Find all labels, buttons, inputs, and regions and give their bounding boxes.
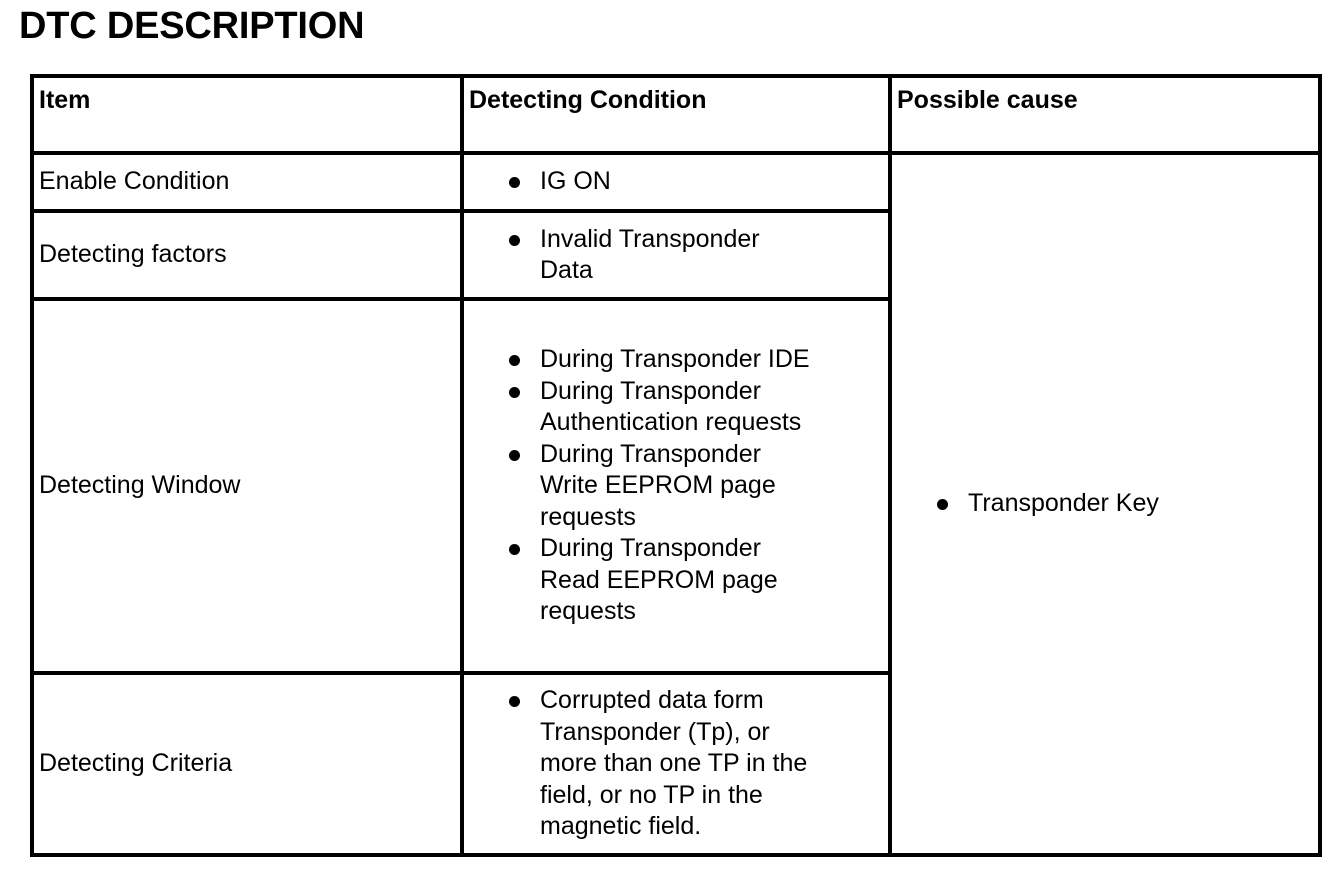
bullet-icon: [937, 499, 948, 510]
condition-text: During Transponder IDE: [540, 345, 810, 374]
list-item: [464, 533, 888, 628]
condition-text: During Transponder Write EEPROM page requests: [540, 439, 776, 531]
condition-cell: [462, 299, 890, 673]
dtc-description-table: [30, 74, 1322, 857]
cause-list: [892, 488, 1318, 520]
bullet-icon: [509, 544, 520, 555]
item-detecting-criteria: Detecting Criteria: [32, 673, 462, 855]
condition-cell: [462, 211, 890, 299]
item-detecting-window: Detecting Window: [32, 299, 462, 673]
list-item: [464, 224, 888, 287]
list-item: [892, 488, 1318, 520]
condition-cell: [462, 673, 890, 855]
condition-list: [464, 166, 888, 198]
header-possible-cause: Possible cause: [890, 76, 1320, 153]
list-item: [464, 344, 888, 376]
condition-text: During Transponder Read EEPROM page requests: [540, 534, 778, 626]
condition-text: Invalid Transponder Data: [540, 224, 760, 284]
header-detecting-condition: Detecting Condition: [462, 76, 890, 153]
page-title: DTC DESCRIPTION: [19, 5, 365, 47]
list-item: [464, 376, 888, 439]
condition-text: Corrupted data form Transponder (Tp), or more than one TP in the field, or no TP in the magnetic field.: [540, 686, 808, 841]
condition-list: [464, 685, 888, 843]
item-detecting-factors: Detecting factors: [32, 211, 462, 299]
possible-cause-cell: [890, 153, 1320, 855]
list-item: [464, 439, 888, 534]
condition-cell: [462, 153, 890, 211]
condition-text: During Transponder Authentication requests: [540, 376, 802, 437]
bullet-icon: [509, 450, 520, 461]
condition-list: [464, 224, 888, 287]
header-item: Item: [32, 76, 462, 153]
table-row: [32, 153, 1320, 211]
bullet-icon: [509, 387, 520, 398]
table-header-row: [32, 76, 1320, 153]
bullet-icon: [509, 177, 520, 188]
bullet-icon: [509, 355, 520, 366]
cause-text: Transponder Key: [968, 489, 1159, 518]
list-item: [464, 166, 888, 198]
condition-list: [464, 344, 888, 628]
item-enable-condition: Enable Condition: [32, 153, 462, 211]
condition-text: IG ON: [540, 167, 611, 196]
bullet-icon: [509, 235, 520, 246]
list-item: [464, 685, 888, 843]
bullet-icon: [509, 696, 520, 707]
